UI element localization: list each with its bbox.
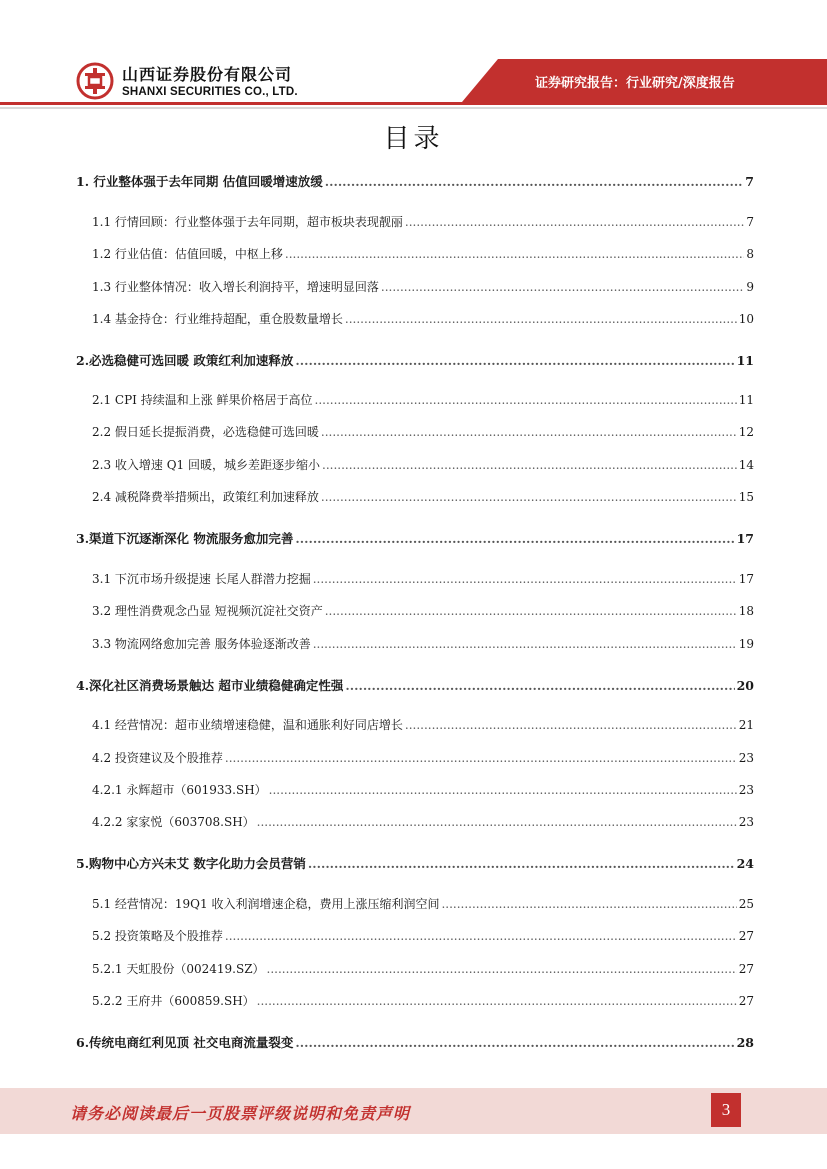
company-name-cn: 山西证券股份有限公司 xyxy=(122,65,293,84)
toc-entry-text: 1.3 行业整体情况：收入增长利润持平，增速明显回落 xyxy=(92,280,379,294)
disclaimer-notice: 请务必阅读最后一页股票评级说明和免责声明 xyxy=(70,1104,411,1123)
toc-page-number: 17 xyxy=(738,572,754,586)
toc-entry-3-1[interactable] xyxy=(92,570,754,587)
toc-entry-4-1[interactable] xyxy=(92,716,754,733)
toc-leader xyxy=(322,458,737,472)
toc-entry-text: 5.1 经营情况：19Q1 收入利润增速企稳，费用上涨压缩利润空间 xyxy=(92,897,440,911)
toc-entry-4-2-2[interactable] xyxy=(92,813,754,830)
toc-entry-1-1[interactable] xyxy=(92,213,754,230)
toc-entry-text: 4.2 投资建议及个股推荐 xyxy=(92,751,223,765)
toc-leader xyxy=(405,718,737,732)
toc-page-number: 19 xyxy=(738,637,754,651)
toc-entry-3[interactable] xyxy=(76,529,754,547)
toc-leader xyxy=(321,490,737,504)
toc-page-number: 14 xyxy=(738,458,754,472)
toc-entry-text: 5.2.1 天虹股份（002419.SZ） xyxy=(92,962,265,976)
toc-entry-text: 4.2.2 家家悦（603708.SH） xyxy=(92,815,255,829)
toc-leader xyxy=(295,353,734,368)
toc-leader xyxy=(295,1035,734,1050)
toc-leader xyxy=(325,174,744,189)
toc-page-number: 9 xyxy=(746,280,754,294)
toc-entry-5[interactable] xyxy=(76,854,754,872)
toc-page-number: 23 xyxy=(738,815,754,829)
toc-entry-5-2-1[interactable] xyxy=(92,960,754,977)
toc-entry-6[interactable] xyxy=(76,1033,754,1051)
toc-page-number: 12 xyxy=(738,425,754,439)
toc-page-number: 27 xyxy=(738,962,754,976)
toc-leader xyxy=(381,280,744,294)
toc-entry-text: 1. 行业整体强于去年同期 估值回暖增速放缓 xyxy=(76,174,323,189)
toc-entry-text: 1.2 行业估值：估值回暖，中枢上移 xyxy=(92,247,283,261)
toc-page-number: 21 xyxy=(738,718,754,732)
toc-entry-1-3[interactable] xyxy=(92,278,754,295)
toc-page-number: 7 xyxy=(745,174,754,189)
toc-entry-text: 3.1 下沉市场升级提速 长尾人群潜力挖掘 xyxy=(92,572,311,586)
toc-entry-3-3[interactable] xyxy=(92,635,754,652)
toc-leader xyxy=(285,247,744,261)
toc-leader xyxy=(313,572,737,586)
toc-entry-text: 2.4 减税降费举措频出，政策红利加速释放 xyxy=(92,490,319,504)
toc-entry-text: 2.1 CPI 持续温和上涨 鲜果价格居于高位 xyxy=(92,393,313,407)
toc-entry-text: 4.2.1 永辉超市（601933.SH） xyxy=(92,783,267,797)
toc-entry-text: 6.传统电商红利见顶 社交电商流量裂变 xyxy=(76,1035,294,1050)
toc-entry-5-2-2[interactable] xyxy=(92,992,754,1009)
toc-page-number: 11 xyxy=(738,393,754,407)
toc-page-number: 27 xyxy=(738,994,754,1008)
toc-leader xyxy=(325,604,737,618)
toc-page-number: 8 xyxy=(746,247,754,261)
toc-entry-text: 4.1 经营情况：超市业绩增速稳健，温和通胀利好同店增长 xyxy=(92,718,403,732)
toc-leader xyxy=(267,962,737,976)
page-title: 目录 xyxy=(383,124,444,154)
toc-leader xyxy=(345,312,737,326)
toc-entry-2-4[interactable] xyxy=(92,488,754,505)
toc-entry-4-2[interactable] xyxy=(92,749,754,766)
toc-leader xyxy=(308,856,735,871)
toc-page-number: 24 xyxy=(736,856,754,871)
toc-leader xyxy=(295,531,734,546)
toc-entry-text: 2.必选稳健可选回暖 政策红利加速释放 xyxy=(76,353,294,368)
toc-entry-text: 4.深化社区消费场景触达 超市业绩稳健确定性强 xyxy=(76,678,344,693)
toc-leader xyxy=(225,929,737,943)
page-header xyxy=(0,0,827,112)
toc-entry-2-1[interactable] xyxy=(92,391,754,408)
toc-entry-4[interactable] xyxy=(76,676,754,694)
toc-page-number: 7 xyxy=(746,215,754,229)
toc-entry-5-1[interactable] xyxy=(92,895,754,912)
toc-entry-1[interactable] xyxy=(76,172,754,190)
toc-page-number: 11 xyxy=(736,353,754,368)
report-type-label: 证券研究报告：行业研究/深度报告 xyxy=(535,76,735,91)
toc-entry-1-2[interactable] xyxy=(92,245,754,262)
page-number: 3 xyxy=(711,1093,741,1127)
toc-page-number: 20 xyxy=(736,678,754,693)
toc-entry-2[interactable] xyxy=(76,351,754,369)
toc-leader xyxy=(269,783,737,797)
toc-page-number: 28 xyxy=(736,1035,754,1050)
toc-entry-text: 1.1 行情回顾：行业整体强于去年同期，超市板块表现靓丽 xyxy=(92,215,403,229)
toc-entry-text: 2.2 假日延长提振消费，必选稳健可选回暖 xyxy=(92,425,319,439)
company-name xyxy=(122,62,298,98)
toc-entry-text: 5.2 投资策略及个股推荐 xyxy=(92,929,223,943)
toc-entry-5-2[interactable] xyxy=(92,927,754,944)
toc-page-number: 18 xyxy=(738,604,754,618)
toc-leader xyxy=(257,994,737,1008)
toc-entry-text: 5.购物中心方兴未艾 数字化助力会员营销 xyxy=(76,856,306,871)
toc-page-number: 15 xyxy=(738,490,754,504)
company-logo-icon xyxy=(76,62,114,100)
toc-page-number: 23 xyxy=(738,751,754,765)
toc-leader xyxy=(225,751,737,765)
toc-leader xyxy=(405,215,744,229)
toc-leader xyxy=(345,678,734,693)
toc-entry-4-2-1[interactable] xyxy=(92,781,754,798)
toc-entry-text: 2.3 收入增速 Q1 回暖，城乡差距逐步缩小 xyxy=(92,458,321,472)
toc-page-number: 23 xyxy=(738,783,754,797)
toc-leader xyxy=(321,425,737,439)
toc-entry-text: 5.2.2 王府井（600859.SH） xyxy=(92,994,255,1008)
toc-page-number: 10 xyxy=(738,312,754,326)
toc-page-number: 17 xyxy=(736,531,754,546)
toc-page-number: 25 xyxy=(738,897,754,911)
toc-entry-text: 1.4 基金持仓：行业维持超配，重仓股数量增长 xyxy=(92,312,343,326)
toc-leader xyxy=(441,897,736,911)
toc-entry-1-4[interactable] xyxy=(92,310,754,327)
toc-leader xyxy=(313,637,737,651)
toc-entry-text: 3.3 物流网络愈加完善 服务体验逐渐改善 xyxy=(92,637,311,651)
toc-leader xyxy=(257,815,737,829)
toc-entry-3-2[interactable] xyxy=(92,602,754,619)
company-name-en: SHANXI SECURITIES CO., LTD. xyxy=(122,86,298,98)
toc-entry-text: 3.渠道下沉逐渐深化 物流服务愈加完善 xyxy=(76,531,294,546)
toc-entry-2-3[interactable] xyxy=(92,456,754,473)
toc-leader xyxy=(315,393,737,407)
header-divider xyxy=(0,102,827,105)
toc-entry-2-2[interactable] xyxy=(92,423,754,440)
toc-page-number: 27 xyxy=(738,929,754,943)
header-divider-secondary xyxy=(0,107,827,109)
toc-entry-text: 3.2 理性消费观念凸显 短视频沉淀社交资产 xyxy=(92,604,323,618)
